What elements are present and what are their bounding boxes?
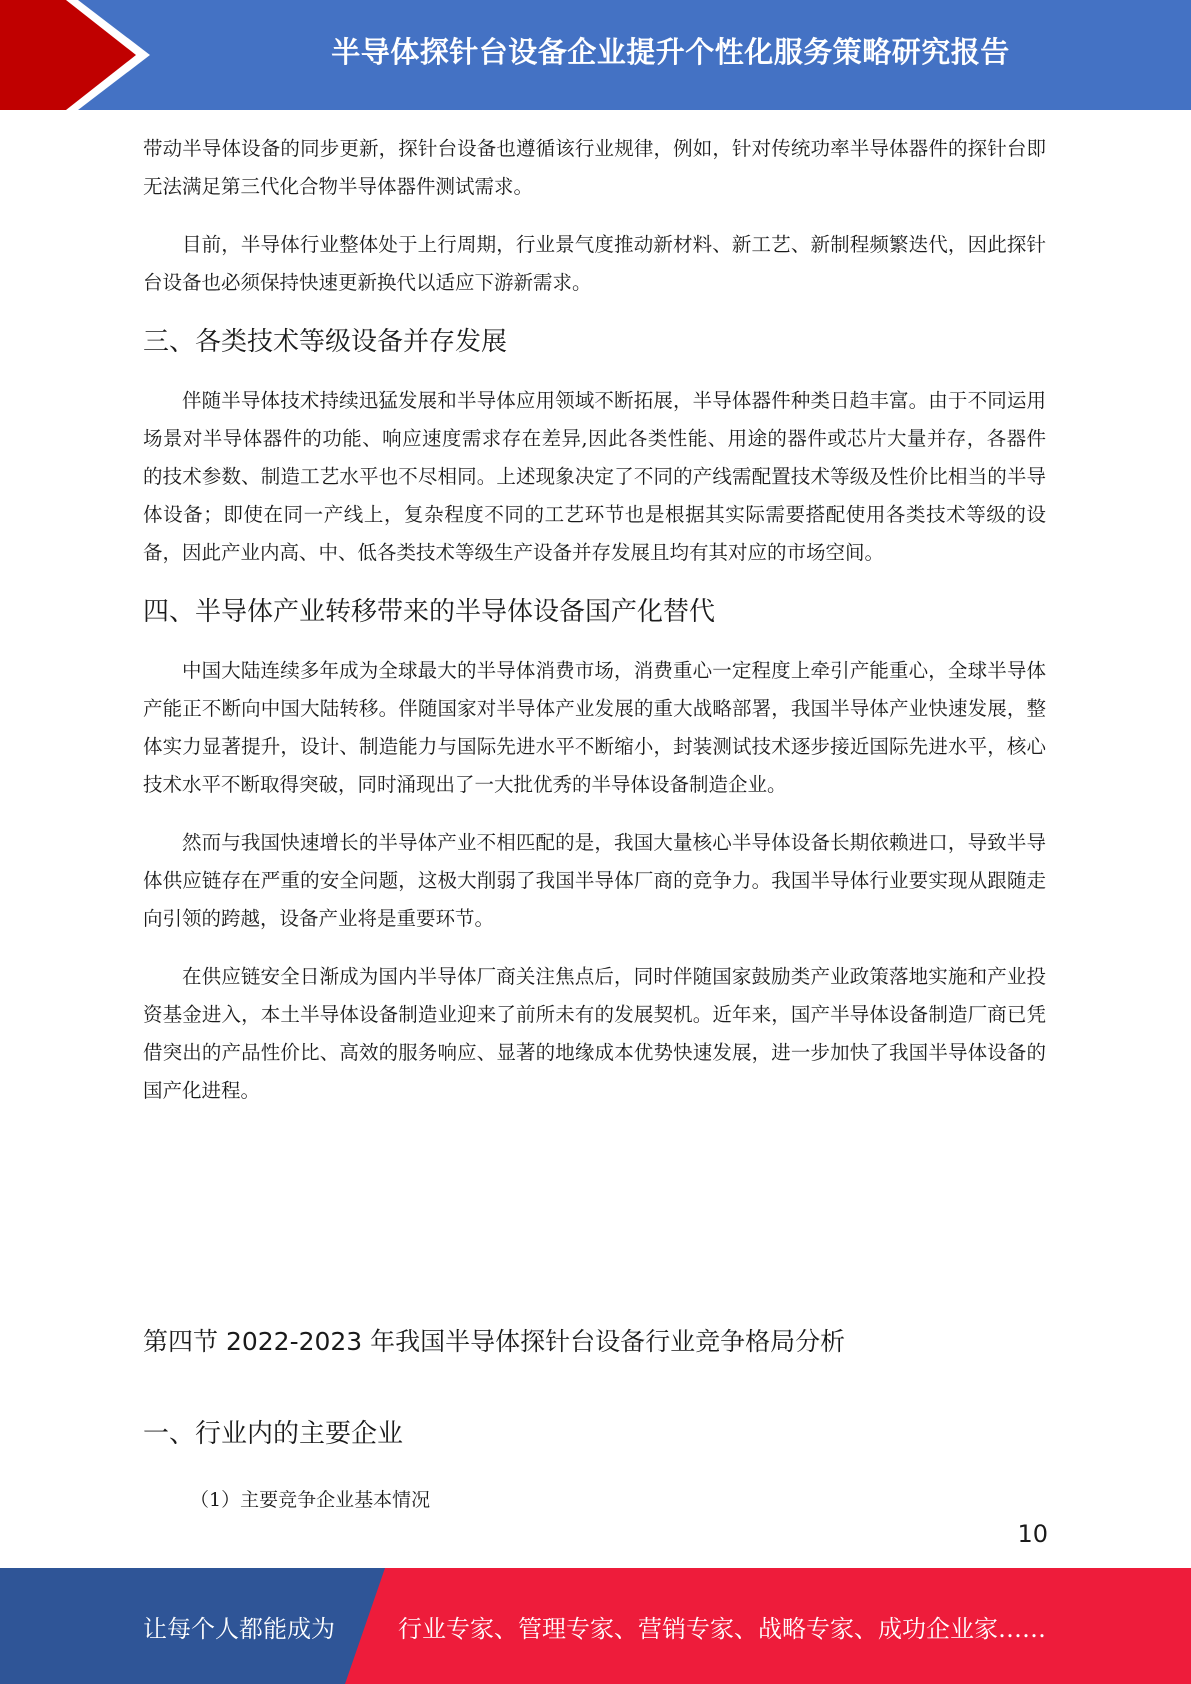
paragraph-1: 带动半导体设备的同步更新，探针台设备也遵循该行业规律，例如，针对传统功率半导体器件的探针台即无法满足第三代化合物半导体器件测试需求。 [143, 137, 1046, 198]
paragraph-2: 目前，半导体行业整体处于上行周期，行业景气度推动新材料、新工艺、新制程频繁迭代，因此探针台设备也必须保持快速更新换代以适应下游新需求。 [143, 233, 1046, 294]
document-body [143, 130, 1046, 1130]
page-number: 10 [1017, 1520, 1048, 1548]
sub-item-companies-basic: （1）主要竞争企业基本情况 [190, 1489, 431, 1511]
footer-slogan-right: 行业专家、管理专家、营销专家、战略专家、成功企业家…… [398, 1614, 1046, 1643]
section-title-text: 第四节 2022-2023 年我国半导体探针台设备行业竞争格局分析 [143, 1327, 846, 1356]
heading-section-3: 三、各类技术等级设备并存发展 [143, 327, 508, 357]
paragraph-4: 中国大陆连续多年成为全球最大的半导体消费市场，消费重心一定程度上牵引产能重心，全球半导体产能正不断向中国大陆转移。伴随国家对半导体产业发展的重大战略部署，我国半导体产业快速发展，整体实力显著提升，设计、制造能力与国际先进水平不断缩小，封装测试技术逐步接近国际先进水平，核心技术水平不断取得突破，同时涌现出了一大批优秀的半导体设备制造企业。 [143, 659, 1046, 796]
chapter-section-title [143, 1322, 1046, 1362]
paragraph-6: 在供应链安全日渐成为国内半导体厂商关注焦点后，同时伴随国家鼓励类产业政策落地实施和产业投资基金进入，本土半导体设备制造业迎来了前所未有的发展契机。近年来，国产半导体设备制造厂商已凭借突出的产品性价比、高效的服务响应、显著的地缘成本优势快速发展，进一步加快了我国半导体设备的国产化进程。 [143, 965, 1046, 1102]
heading-main-companies: 一、行业内的主要企业 [143, 1419, 404, 1449]
paragraph-5: 然而与我国快速增长的半导体产业不相匹配的是，我国大量核心半导体设备长期依赖进口，导致半导体供应链存在严重的安全问题，这极大削弱了我国半导体厂商的竞争力。我国半导体行业要实现从跟随走向引领的跨越，设备产业将是重要环节。 [143, 831, 1046, 930]
footer-slogan-left: 让每个人都能成为 [143, 1614, 335, 1643]
header-title: 半导体探针台设备企业提升个性化服务策略研究报告 [331, 34, 1010, 69]
heading-section-4: 四、半导体产业转移带来的半导体设备国产化替代 [143, 597, 716, 627]
page-footer [0, 1568, 1191, 1684]
paragraph-3: 伴随半导体技术持续迅猛发展和半导体应用领域不断拓展，半导体器件种类日趋丰富。由于不同运用场景对半导体器件的功能、响应速度需求存在差异,因此各类性能、用途的器件或芯片大量并存，各器件的技术参数、制造工艺水平也不尽相同。上述现象决定了不同的产线需配置技术等级及性价比相当的半导体设备；即使在同一产线上，复杂程度不同的工艺环节也是根据其实际需要搭配使用各类技术等级的设备，因此产业内高、中、低各类技术等级生产设备并存发展且均有其对应的市场空间。 [143, 389, 1046, 564]
page-header [0, 0, 1191, 110]
